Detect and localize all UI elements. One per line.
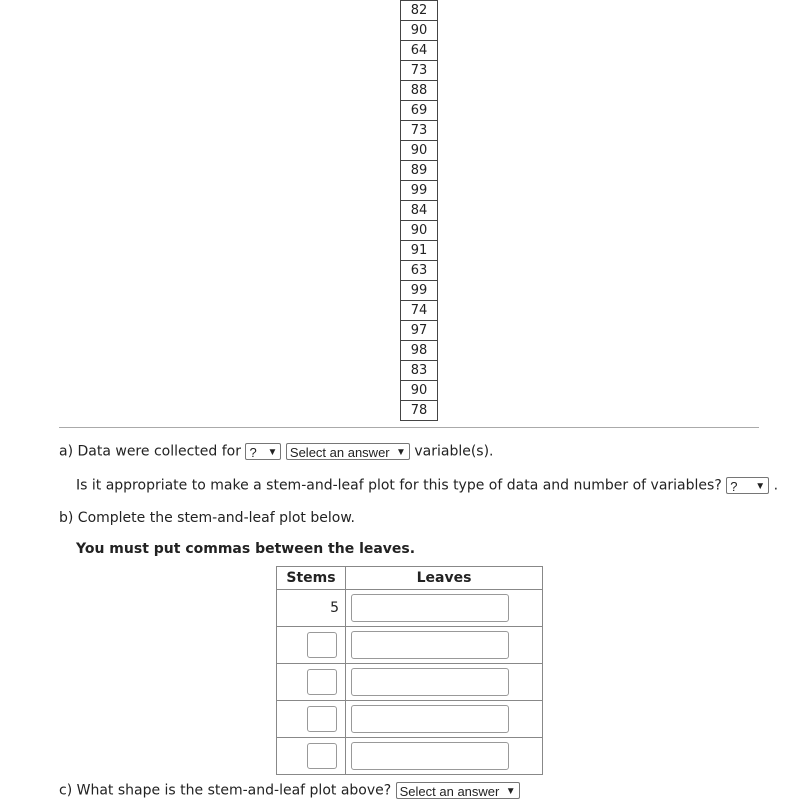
data-row	[401, 261, 438, 281]
leaves-cell	[346, 590, 543, 627]
data-row	[401, 401, 438, 421]
data-row	[401, 1, 438, 21]
divider	[59, 427, 759, 428]
question-b-note: You must put commas between the leaves.	[76, 541, 416, 557]
question-c-line	[59, 782, 520, 799]
data-value-cell: 69	[401, 101, 438, 121]
stem-leaf-table	[276, 566, 543, 775]
data-value-cell: 73	[401, 121, 438, 141]
data-row	[401, 201, 438, 221]
data-row	[401, 161, 438, 181]
data-value-cell: 90	[401, 141, 438, 161]
chevron-down-icon: ▼	[505, 786, 516, 797]
variable-type-select[interactable]	[286, 443, 410, 460]
data-row	[401, 341, 438, 361]
variable-count-select[interactable]	[245, 443, 281, 460]
leaves-cell	[346, 701, 543, 738]
stem-input[interactable]	[307, 669, 337, 695]
leaves-cell	[346, 738, 543, 775]
data-value-cell: 78	[401, 401, 438, 421]
data-value-cell: 90	[401, 381, 438, 401]
data-value-cell: 99	[401, 181, 438, 201]
data-row	[401, 381, 438, 401]
leaves-input[interactable]	[351, 594, 509, 622]
data-value-cell: 99	[401, 281, 438, 301]
leaves-header: Leaves	[346, 567, 543, 590]
question-a-prefix: a) Data were collected for	[59, 443, 241, 460]
data-row	[401, 301, 438, 321]
leaves-input[interactable]	[351, 742, 509, 770]
data-row	[401, 241, 438, 261]
question-a2-end: .	[773, 477, 779, 494]
data-row	[401, 221, 438, 241]
leaves-cell	[346, 664, 543, 701]
stem-cell	[277, 627, 346, 664]
stem-cell	[277, 590, 346, 627]
data-value-cell: 83	[401, 361, 438, 381]
data-value-cell: 89	[401, 161, 438, 181]
leaves-cell	[346, 627, 543, 664]
shape-select[interactable]	[396, 782, 520, 799]
chevron-down-icon: ▼	[755, 481, 766, 492]
question-a-suffix: variable(s).	[414, 443, 494, 460]
data-value-cell: 63	[401, 261, 438, 281]
data-row	[401, 101, 438, 121]
data-value-cell: 90	[401, 21, 438, 41]
question-c-text: c) What shape is the stem-and-leaf plot above?	[59, 782, 392, 799]
stems-header: Stems	[277, 567, 346, 590]
leaves-input[interactable]	[351, 668, 509, 696]
data-value-cell: 98	[401, 341, 438, 361]
stem-cell	[277, 738, 346, 775]
stem-cell	[277, 701, 346, 738]
data-row	[401, 121, 438, 141]
chevron-down-icon: ▼	[267, 447, 278, 458]
data-values-table	[400, 0, 438, 421]
data-value-cell: 97	[401, 321, 438, 341]
question-a2-line	[76, 477, 778, 494]
data-row	[401, 361, 438, 381]
leaves-input[interactable]	[351, 705, 509, 733]
stem-input[interactable]	[307, 632, 337, 658]
data-value-cell: 74	[401, 301, 438, 321]
data-value-cell: 91	[401, 241, 438, 261]
appropriate-select[interactable]	[726, 477, 769, 494]
question-a-line	[59, 443, 494, 460]
stem-cell	[277, 664, 346, 701]
stem-row	[277, 627, 543, 664]
data-row	[401, 281, 438, 301]
data-row	[401, 321, 438, 341]
data-row	[401, 61, 438, 81]
stem-row	[277, 590, 543, 627]
stem-value: 5	[330, 600, 339, 616]
shape-select-value: Select an answer	[399, 784, 500, 799]
question-b-text: b) Complete the stem-and-leaf plot below.	[59, 510, 355, 526]
stem-input[interactable]	[307, 706, 337, 732]
data-value-cell: 73	[401, 61, 438, 81]
chevron-down-icon: ▼	[396, 447, 406, 458]
stem-row	[277, 664, 543, 701]
data-value-cell: 84	[401, 201, 438, 221]
data-row	[401, 21, 438, 41]
variable-type-select-value: Select an answer	[289, 445, 390, 460]
stem-input[interactable]	[307, 743, 337, 769]
data-row	[401, 41, 438, 61]
leaves-input[interactable]	[351, 631, 509, 659]
stem-row	[277, 701, 543, 738]
data-value-cell: 90	[401, 221, 438, 241]
data-row	[401, 181, 438, 201]
data-value-cell: 88	[401, 81, 438, 101]
data-row	[401, 141, 438, 161]
data-row	[401, 81, 438, 101]
data-value-cell: 82	[401, 1, 438, 21]
stem-row	[277, 738, 543, 775]
question-a2-text: Is it appropriate to make a stem-and-leaf plot for this type of data and number of variables?	[76, 477, 722, 494]
appropriate-select-value: ?	[730, 479, 738, 494]
variable-count-select-value: ?	[249, 445, 257, 460]
data-value-cell: 64	[401, 41, 438, 61]
